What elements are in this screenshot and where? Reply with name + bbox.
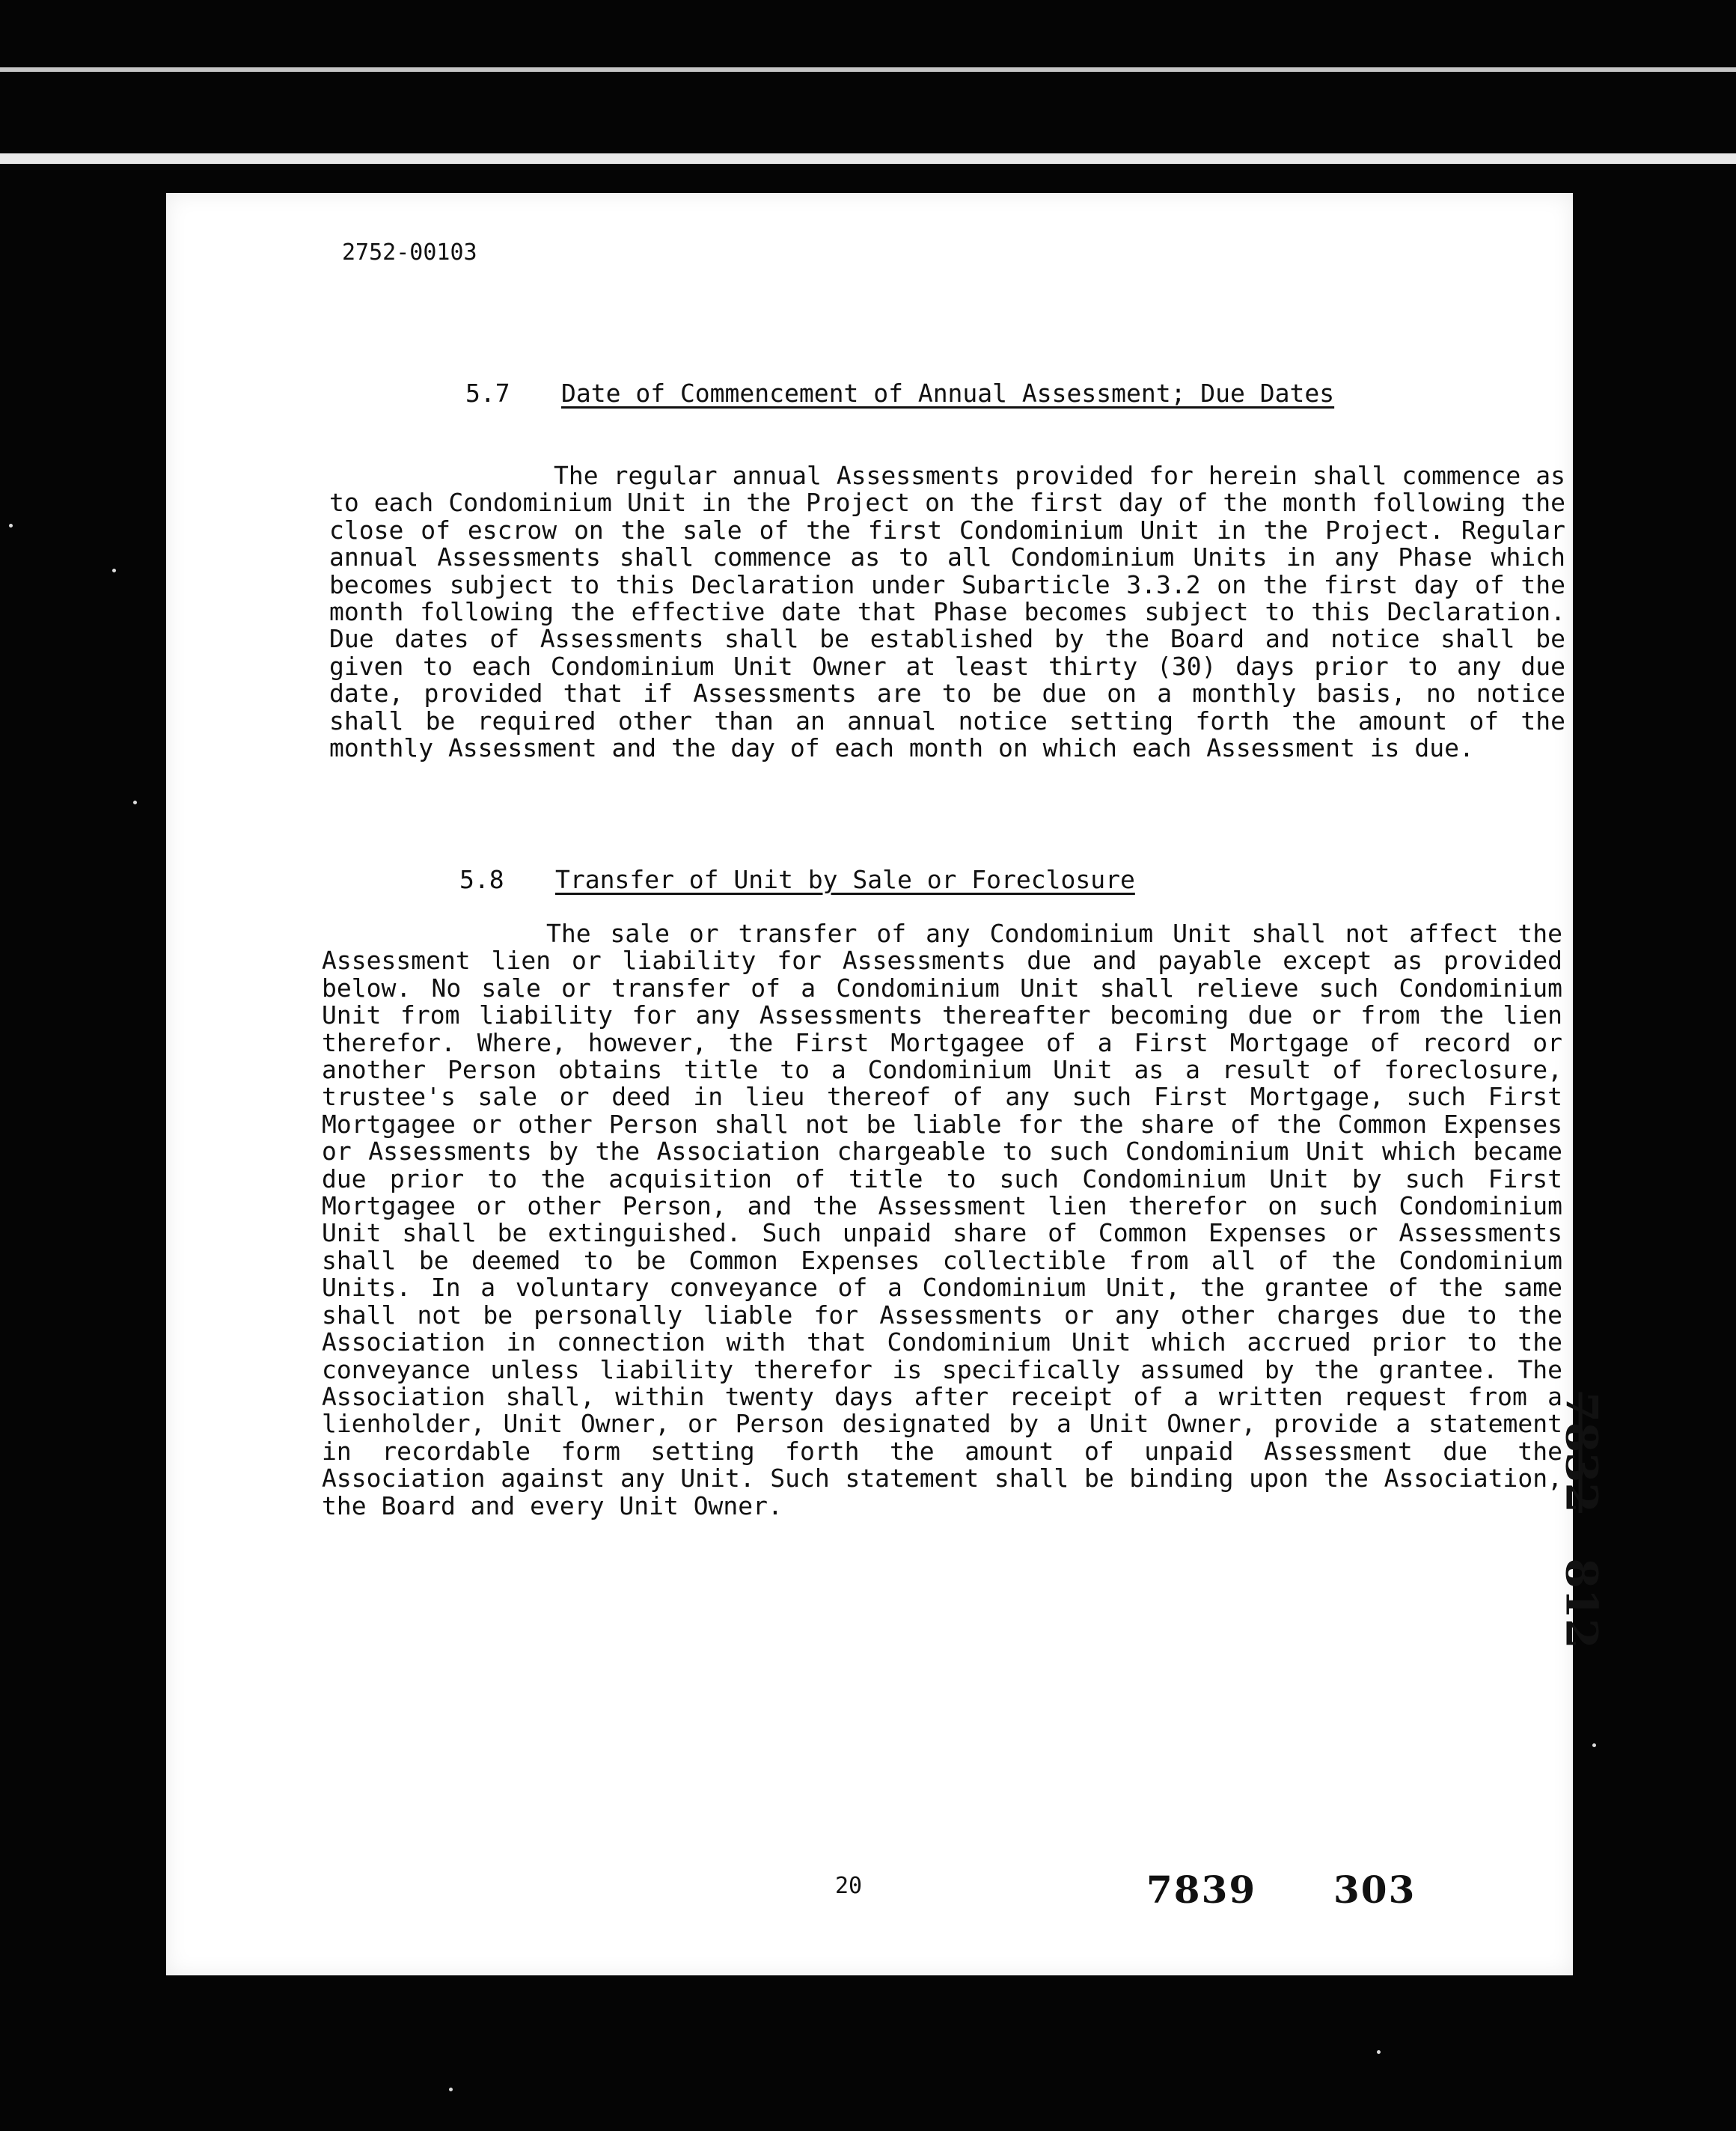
margin-page-number: 812 [1556, 1558, 1607, 1649]
section-number: 5.8 [459, 865, 504, 894]
scanner-edge-line [0, 67, 1736, 72]
section-heading-5-8 [459, 866, 1432, 893]
section-body-5-7: The regular annual Assessments provided for herein shall commence as to each Condominium Unit in the Project on the first day of the month following the close of escrow on the sale of the first Condominium Unit in the Project. Regular annual Assessments shall commence as to all Condominium Units in any Phase which becomes subject to this Declaration under Subarticle 3.3.2 on the first day of the month following the effective date that Phase becomes subject to this Declaration. Due dates of Assessments shall be established by the Board and notice shall be given to each Condominium Unit Owner at least thirty (30) days prior to any due date, provided that if Assessments are to be due on a monthly basis, no notice shall be required other than an annual notice setting forth the amount of the monthly Assessment and the day of each month on which each Assessment is due. [329, 461, 1565, 763]
section-body-5-8: The sale or transfer of any Condominium Unit shall not affect the Assessment lien or liability for Assessments due and payable except as provided below. No sale or transfer of a Condominium Unit shall relieve such Condominium Unit from liability for any Assessments thereafter becoming due or from the lien therefor. Where, however, the First Mortgagee of a First Mortgage of record or another Person obtains title to a Condominium Unit as a result of foreclosure, trustee's sale or deed in lieu thereof of any such First Mortgage, such First Mortgagee or other Person shall not be liable for the share of the Common Expenses or Assessments by the Association chargeable to such Condominium Unit which became due prior to the acquisition of title to such Condominium Unit by such First Mortgagee or other Person, and the Assessment lien therefor on such Condominium Unit shall be extinguished. Such unpaid share of Common Expenses or Assessments shall be deemed to be Common Expenses collectible from all of the Condominium Units. In a voluntary conveyance of a Condominium Unit, the grantee of the same shall not be personally liable for Assessments or any other charges due to the Association in connection with that Condominium Unit which accrued prior to the conveyance unless liability therefor is specifically assumed by the grantee. The Association shall, within twenty days after receipt of a written request from a lienholder, Unit Owner, or Person designated by a Unit Owner, provide a statement in recordable form setting forth the amount of unpaid Assessment due the Association against any Unit. Such statement shall be binding upon the Association, the Board and every Unit Owner. [322, 919, 1562, 1520]
recording-stamp-book: 7839 [1146, 1868, 1257, 1912]
document-sheet [166, 193, 1607, 1975]
recording-stamp-page: 303 [1333, 1868, 1416, 1912]
section-number: 5.7 [465, 379, 510, 408]
scan-speck [449, 2088, 453, 2091]
scan-speck [112, 569, 116, 572]
document-id: 2752-00103 [342, 239, 477, 266]
scan-speck [1377, 2050, 1381, 2054]
scan-speck [133, 801, 137, 804]
scan-speck [9, 524, 13, 528]
scanner-edge-band [0, 153, 1736, 164]
scan-speck [1592, 1743, 1596, 1747]
struck-book-number: 7832 [1556, 1392, 1607, 1513]
section-heading-5-7 [465, 380, 1565, 407]
section-title: Date of Commencement of Annual Assessment; Due Dates [561, 379, 1335, 408]
handwritten-margin-note [1556, 1392, 1607, 1648]
page-number: 20 [835, 1873, 863, 1899]
section-title: Transfer of Unit by Sale or Foreclosure [555, 865, 1135, 894]
